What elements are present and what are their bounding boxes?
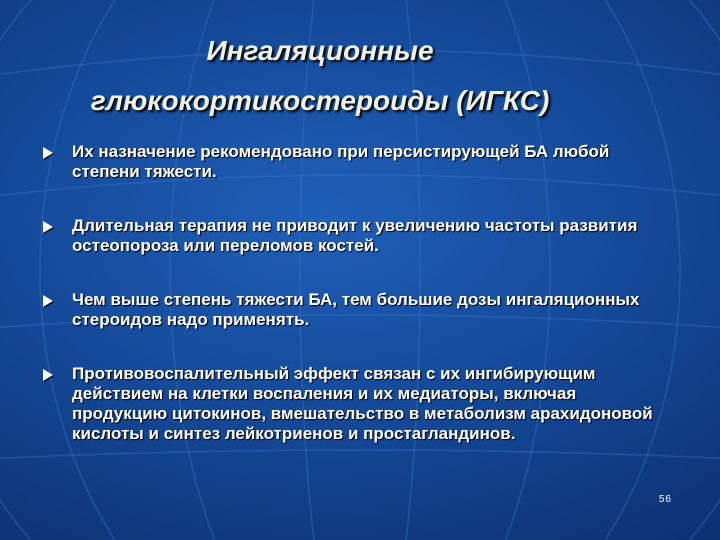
bullet-item xyxy=(42,364,662,444)
bullet-list xyxy=(42,142,662,478)
triangle-bullet-icon xyxy=(43,147,53,159)
slide-title-line-1: Ингаляционные xyxy=(206,35,434,66)
triangle-bullet-icon xyxy=(43,221,53,233)
bullet-text: Чем выше степень тяжести БА, тем большие дозы ингаляционных стероидов надо применять. xyxy=(72,290,640,329)
bullet-item xyxy=(42,216,662,256)
triangle-bullet-icon xyxy=(43,295,53,307)
bullet-text: Противовоспалительный эффект связан с их ингибирующим действием на клетки воспаления и их медиаторы, включая продукцию цитокинов, вмешательство в метаболизм арахидоновой кислоты и синтез лейкотриенов и простагландинов. xyxy=(72,364,653,443)
bullet-text: Их назначение рекомендовано при персистирующей БА любой степени тяжести. xyxy=(72,142,610,181)
bullet-text: Длительная терапия не приводит к увеличению частоты развития остеопороза или переломов костей. xyxy=(72,216,638,255)
slide-title xyxy=(40,26,600,126)
triangle-bullet-icon xyxy=(43,369,53,381)
bullet-item xyxy=(42,142,662,182)
page-number: 56 xyxy=(658,494,672,505)
slide-title-line-2: глюкокортикостероиды (ИГКС) xyxy=(90,85,550,116)
bullet-item xyxy=(42,290,662,330)
